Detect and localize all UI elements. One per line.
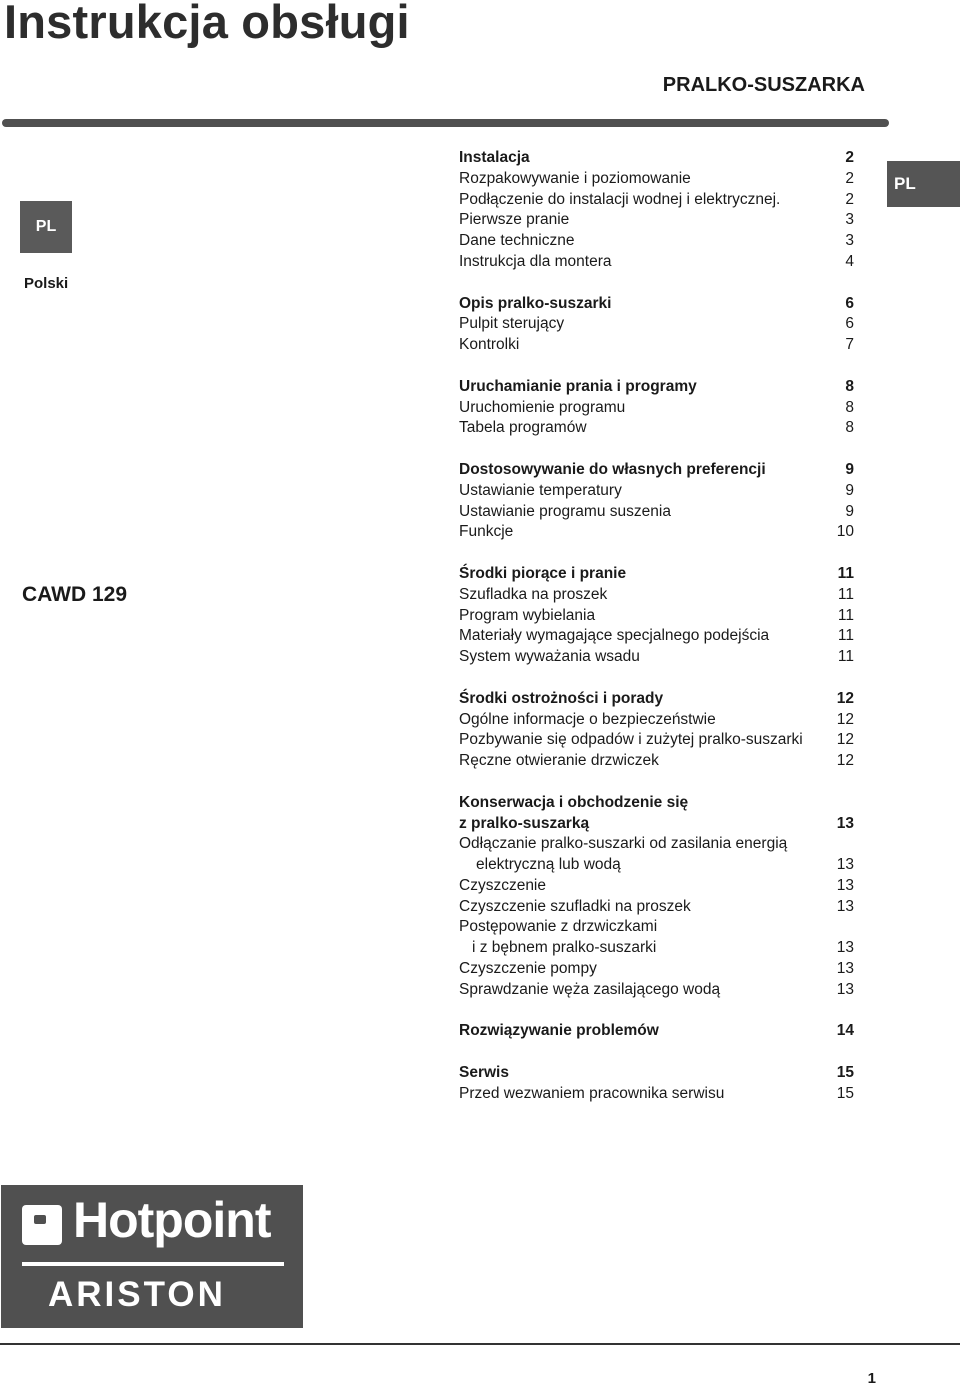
toc-page-number: 12 xyxy=(836,752,854,770)
toc-page-number: 11 xyxy=(837,648,854,666)
toc-entry[interactable] xyxy=(459,626,854,647)
toc-page-number: 4 xyxy=(845,252,854,270)
logo-wordmark-hotpoint: Hotpoint xyxy=(73,1192,271,1248)
toc-entry[interactable] xyxy=(459,751,854,772)
toc-entry[interactable] xyxy=(459,418,854,439)
toc-entry[interactable] xyxy=(459,169,854,190)
toc-section xyxy=(459,377,854,439)
toc-page-number: 13 xyxy=(836,856,854,874)
toc-entry[interactable] xyxy=(459,502,854,523)
toc-entry[interactable] xyxy=(459,252,854,273)
toc-heading[interactable] xyxy=(459,460,854,481)
toc-page-number: 12 xyxy=(836,689,854,707)
toc-entry-title: Pozbywanie się odpadów i zużytej pralko-suszarki xyxy=(459,731,803,749)
toc-entry[interactable] xyxy=(459,917,854,938)
toc-entry[interactable] xyxy=(459,959,854,980)
logo-wordmark-ariston: ARISTON xyxy=(48,1275,226,1314)
toc-page-number: 11 xyxy=(837,585,854,603)
toc-entry[interactable] xyxy=(459,855,854,876)
toc-entry[interactable] xyxy=(459,938,854,959)
toc-heading[interactable] xyxy=(459,814,854,835)
toc-entry-title: Instalacja xyxy=(459,149,530,166)
toc-page-number: 15 xyxy=(836,1064,854,1082)
toc-entry-title: Ustawianie programu suszenia xyxy=(459,502,671,520)
toc-entry-title: Środki piorące i pranie xyxy=(459,564,627,582)
toc-entry[interactable] xyxy=(459,231,854,252)
toc-entry-title: Odłączanie pralko-suszarki od zasilania energią xyxy=(459,835,788,853)
toc-page-number: 9 xyxy=(845,460,854,478)
toc-entry-title: Czyszczenie xyxy=(459,876,546,894)
toc-entry-title: Czyszczenie szufladki na proszek xyxy=(459,897,691,915)
toc-section xyxy=(459,294,854,356)
toc-heading[interactable] xyxy=(459,564,854,585)
model-number: CAWD 129 xyxy=(22,583,128,606)
toc-entry-title: Szufladka na proszek xyxy=(459,585,608,603)
toc-entry-title: Ręczne otwieranie drzwiczek xyxy=(459,752,659,770)
toc-entry-title: Czyszczenie pompy xyxy=(459,960,597,978)
toc-entry-title: Środki ostrożności i porady xyxy=(459,689,664,707)
toc-page-number: 13 xyxy=(836,939,854,957)
toc-page-number: 2 xyxy=(845,190,854,208)
toc-entry[interactable] xyxy=(459,210,854,231)
toc-entry-title: Opis pralko-suszarki xyxy=(459,294,612,312)
language-badge: PL xyxy=(20,201,72,253)
toc-page-number: 8 xyxy=(845,377,854,395)
toc-section xyxy=(459,689,854,772)
toc-entry[interactable] xyxy=(459,876,854,897)
toc-page-number: 13 xyxy=(836,897,854,915)
toc-page-number: 11 xyxy=(837,606,854,624)
toc-page-number: 2 xyxy=(845,149,854,166)
toc-page-number: 13 xyxy=(836,980,854,998)
toc-entry-title: Kontrolki xyxy=(459,336,520,354)
toc-entry[interactable] xyxy=(459,897,854,918)
toc-entry-title: Funkcje xyxy=(459,523,514,541)
toc-page-number: 13 xyxy=(836,814,854,832)
toc-entry-title: Dostosowywanie do własnych preferencji xyxy=(459,460,766,478)
toc-page-number: 6 xyxy=(845,294,854,312)
toc-section xyxy=(459,460,854,543)
page-title: Instrukcja obsługi xyxy=(4,0,410,48)
toc-entry-title: z pralko-suszarką xyxy=(459,814,590,832)
toc-page-number: 3 xyxy=(845,211,854,229)
toc-heading[interactable] xyxy=(459,689,854,710)
toc-entry[interactable] xyxy=(459,585,854,606)
toc-heading[interactable] xyxy=(459,1063,854,1084)
toc-page-number: 11 xyxy=(837,564,854,582)
toc-heading[interactable] xyxy=(459,793,854,814)
toc-heading[interactable] xyxy=(459,148,854,169)
toc-entry-title: Uruchomienie programu xyxy=(459,398,626,416)
toc-section xyxy=(459,793,854,1001)
hotpoint-square-icon xyxy=(22,1205,62,1245)
logo-divider xyxy=(22,1262,284,1266)
toc-entry[interactable] xyxy=(459,481,854,502)
toc-entry-title: Podłączenie do instalacji wodnej i elektrycznej. xyxy=(459,190,781,208)
toc-page-number: 13 xyxy=(836,876,854,894)
toc-page-number: 6 xyxy=(845,315,854,333)
language-name: Polski xyxy=(24,275,69,292)
toc-section xyxy=(459,1063,854,1105)
toc-entry[interactable] xyxy=(459,190,854,211)
header-divider xyxy=(2,119,889,127)
toc-page-number: 15 xyxy=(836,1084,854,1102)
toc-page-number: 12 xyxy=(836,731,854,749)
page-number: 1 xyxy=(867,1370,876,1387)
toc-entry-title: Instrukcja dla montera xyxy=(459,252,612,270)
toc-entry-title: Uruchamianie prania i programy xyxy=(459,377,697,395)
toc-page-number: 7 xyxy=(845,336,854,354)
toc-page-number: 14 xyxy=(836,1022,854,1040)
toc-entry-title: Program wybielania xyxy=(459,606,596,624)
footer-divider xyxy=(0,1343,960,1345)
toc-entry[interactable] xyxy=(459,1084,854,1105)
toc-entry-title: Przed wezwaniem pracownika serwisu xyxy=(459,1084,725,1102)
toc-entry[interactable] xyxy=(459,314,854,335)
toc-page-number: 10 xyxy=(836,523,854,541)
brand-logo xyxy=(1,1185,303,1328)
table-of-contents xyxy=(459,148,854,1125)
toc-entry[interactable] xyxy=(459,834,854,855)
toc-entry-title: Sprawdzanie węża zasilającego wodą xyxy=(459,980,721,998)
toc-entry-title: Konserwacja i obchodzenie się xyxy=(459,793,689,811)
toc-heading[interactable] xyxy=(459,1021,854,1042)
toc-entry[interactable] xyxy=(459,980,854,1001)
product-type: PRALKO-SUSZARKA xyxy=(662,74,865,96)
toc-entry-title: System wyważania wsadu xyxy=(459,648,640,666)
toc-entry-title: Rozpakowywanie i poziomowanie xyxy=(459,169,691,187)
toc-page-number: 2 xyxy=(845,169,854,187)
toc-entry[interactable] xyxy=(459,335,854,356)
toc-entry-title: Rozwiązywanie problemów xyxy=(459,1022,659,1040)
toc-entry-title: Materiały wymagające specjalnego podejścia xyxy=(459,627,770,645)
toc-heading[interactable] xyxy=(459,294,854,315)
toc-page-number: 3 xyxy=(845,232,854,250)
toc-entry[interactable] xyxy=(459,647,854,668)
toc-section xyxy=(459,148,854,273)
toc-entry-title: Postępowanie z drzwiczkami xyxy=(459,918,658,936)
toc-page-number: 9 xyxy=(845,481,854,499)
toc-page-number: 8 xyxy=(845,398,854,416)
toc-entry-title: Ogólne informacje o bezpieczeństwie xyxy=(459,710,716,728)
toc-section xyxy=(459,1021,854,1042)
toc-entry-title: Tabela programów xyxy=(459,419,587,437)
toc-page-number: 9 xyxy=(845,502,854,520)
toc-entry-title: Pierwsze pranie xyxy=(459,211,570,229)
toc-entry[interactable] xyxy=(459,522,854,543)
language-tab[interactable]: PL xyxy=(887,161,960,207)
toc-heading[interactable] xyxy=(459,377,854,398)
toc-page-number: 11 xyxy=(837,627,854,645)
toc-entry-title: Pulpit sterujący xyxy=(459,315,565,333)
toc-section xyxy=(459,564,854,668)
toc-entry-title: Ustawianie temperatury xyxy=(459,481,622,499)
toc-entry-title: Serwis xyxy=(459,1064,509,1082)
toc-page-number: 8 xyxy=(845,419,854,437)
toc-entry[interactable] xyxy=(459,398,854,419)
toc-page-number: 13 xyxy=(836,960,854,978)
toc-entry-title: elektryczną lub wodą xyxy=(476,856,621,874)
toc-entry[interactable] xyxy=(459,730,854,751)
toc-entry[interactable] xyxy=(459,606,854,627)
toc-entry-title: i z bębnem pralko-suszarki xyxy=(472,939,657,957)
toc-page-number: 12 xyxy=(836,710,854,728)
toc-entry-title: Dane techniczne xyxy=(459,232,575,250)
toc-entry[interactable] xyxy=(459,710,854,731)
